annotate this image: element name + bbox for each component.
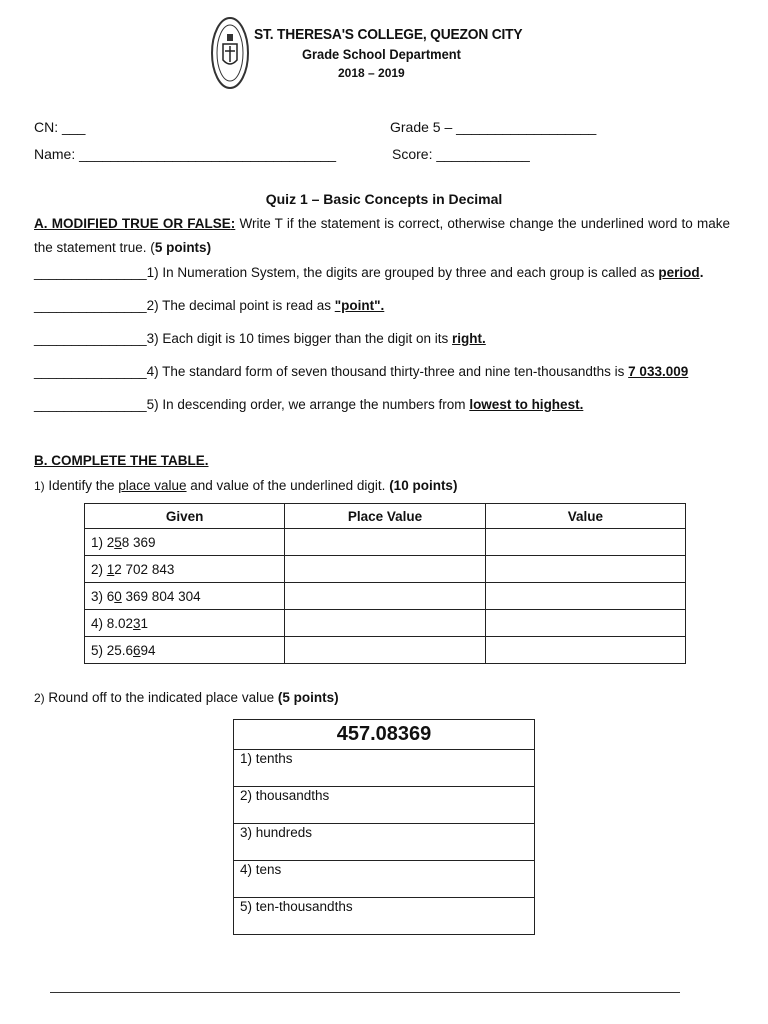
part2-instruction: 2) Round off to the indicated place value (5 points) [34,690,339,705]
section-a-instructions: A. MODIFIED TRUE OR FALSE: Write T if the statement is correct, otherwise change the underlined word to make the statement true. (5 points) [34,216,730,255]
grade-field[interactable]: Grade 5 – __________________ [390,119,597,135]
table-row [85,529,686,556]
column-header: Place Value [285,504,485,529]
cn-field[interactable]: CN: ___ [34,119,86,135]
underlined-keyword: "point". [334,298,385,313]
place-value-answer-cell[interactable] [285,637,485,664]
underlined-digit: 6 [133,642,141,658]
place-value-answer-cell[interactable] [285,583,485,610]
rounding-table [233,719,535,935]
question-item: _______________3) Each digit is 10 times bigger than the digit on its right. [34,331,486,346]
place-value-answer-cell[interactable] [285,556,485,583]
school-seal-icon [210,16,250,90]
underlined-keyword: period [658,265,700,280]
value-answer-cell[interactable] [485,529,685,556]
rounding-row[interactable]: 4) tens [234,861,535,898]
underlined-digit: 3 [133,615,141,631]
value-answer-cell[interactable] [485,610,685,637]
table-header-row [85,504,686,529]
given-cell: 4) 8.0231 [85,610,285,637]
column-header: Value [485,504,685,529]
underlined-digit: 0 [114,588,122,604]
table-row [85,637,686,664]
underlined-keyword: 7 033.009 [628,364,689,379]
answer-blank[interactable]: _______________ [34,265,147,280]
score-field[interactable]: Score: ____________ [392,146,530,162]
rounding-row[interactable]: 3) hundreds [234,824,535,861]
value-answer-cell[interactable] [485,583,685,610]
question-item: _______________5) In descending order, we arrange the numbers from lowest to highest. [34,397,584,412]
rounding-row[interactable]: 2) thousandths [234,787,535,824]
answer-blank[interactable]: _______________ [34,397,147,412]
footer-divider [50,992,680,993]
column-header: Given [85,504,285,529]
answer-blank[interactable]: _______________ [34,331,147,346]
answer-blank[interactable]: _______________ [34,364,147,379]
department-name: Grade School Department [302,46,461,62]
rounding-row[interactable]: 5) ten-thousandths [234,898,535,935]
underlined-keyword: right. [452,331,486,346]
underlined-keyword: lowest to highest. [469,397,584,412]
rounding-row[interactable]: 1) tenths [234,750,535,787]
value-answer-cell[interactable] [485,637,685,664]
question-item: _______________2) The decimal point is read as "point". [34,298,385,313]
school-name: ST. THERESA'S COLLEGE, QUEZON CITY [254,26,523,43]
table-row [85,556,686,583]
answer-blank[interactable]: _______________ [34,298,147,313]
given-cell: 2) 12 702 843 [85,556,285,583]
given-cell: 3) 60 369 804 304 [85,583,285,610]
question-item: _______________4) The standard form of seven thousand thirty-three and nine ten-thousandths is 7 033.009 [34,364,689,379]
given-cell: 5) 25.6694 [85,637,285,664]
underlined-digit: 1 [106,561,115,577]
part1-instruction: 1) Identify the place value and value of the underlined digit. (10 points) [34,478,458,493]
quiz-title: Quiz 1 – Basic Concepts in Decimal [265,191,503,207]
name-field[interactable]: Name: _________________________________ [34,146,337,162]
question-item: _______________1) In Numeration System, the digits are grouped by three and each group is called as period. [34,265,704,280]
place-value-answer-cell[interactable] [285,529,485,556]
place-value-answer-cell[interactable] [285,610,485,637]
given-cell: 1) 258 369 [85,529,285,556]
table-row [85,583,686,610]
underlined-digit: 5 [114,534,122,550]
table-row [85,610,686,637]
section-a-heading: A. MODIFIED TRUE OR FALSE [34,216,231,231]
rounding-number: 457.08369 [234,720,535,750]
value-answer-cell[interactable] [485,556,685,583]
section-b-heading: B. COMPLETE THE TABLE. [34,453,209,468]
school-year: 2018 – 2019 [338,66,405,80]
place-value-table [84,503,686,664]
